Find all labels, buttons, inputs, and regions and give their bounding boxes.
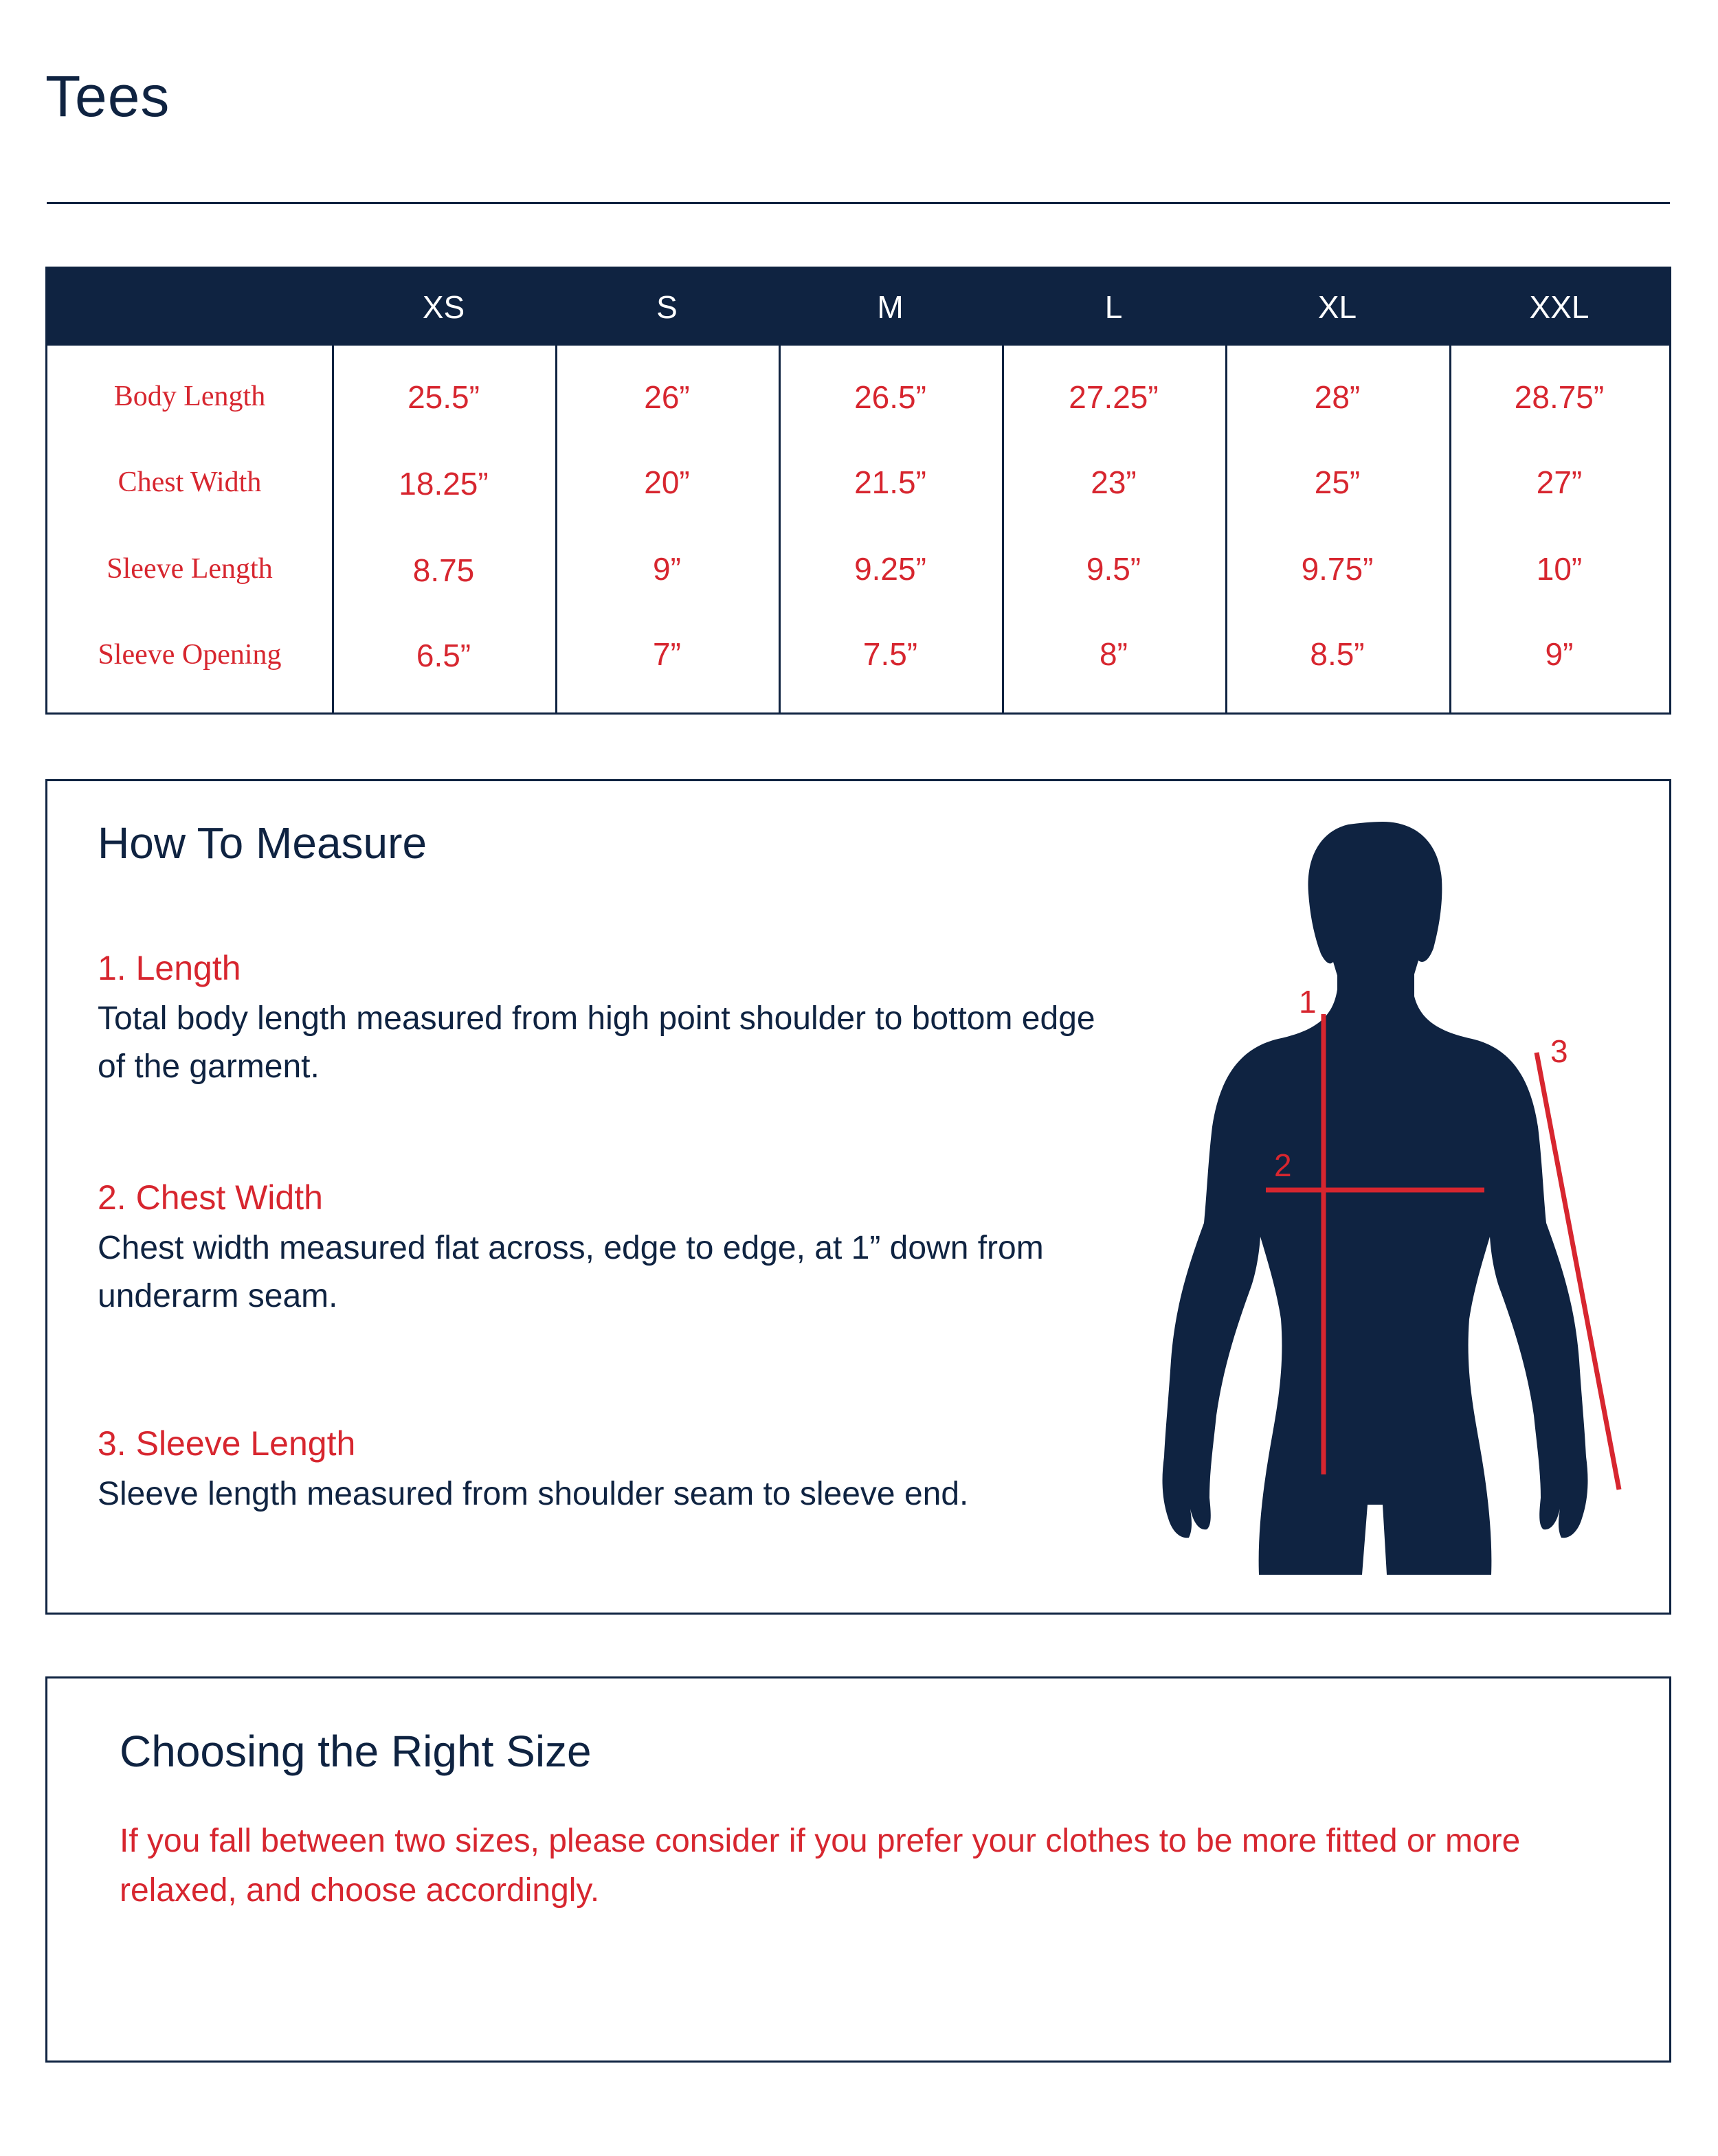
step-heading-length: 1. Length [98,949,241,987]
table-cell: 7” [653,636,681,672]
table-cell: 26” [644,379,690,415]
row-label-body-length: Body Length [113,381,266,412]
table-cell: 7.5” [862,636,918,672]
step-heading-sleeve-length: 3. Sleeve Length [98,1424,356,1463]
table-cell: 25.5” [408,379,480,415]
step-text-chest-width: Chest width measured flat across, edge to edge, at 1” down from underarm seam. [98,1230,1044,1314]
size-header-l: L [1104,289,1123,325]
choosing-size-title: Choosing the Right Size [120,1727,592,1776]
title-divider [47,202,1670,204]
table-cell: 9.5” [1086,551,1141,587]
how-to-measure-title: How To Measure [98,818,427,868]
table-cell: 10” [1536,551,1583,587]
table-cell: 27.25” [1069,379,1159,415]
size-header-m: M [877,289,904,325]
choosing-size-text: If you fall between two sizes, please consider if you prefer your clothes to be more fitted or more relaxed, and choose accordingly. [120,1823,1521,1909]
page-title: Tees [45,64,170,128]
step-heading-chest-width: 2. Chest Width [98,1178,323,1217]
size-header-xs: XS [422,289,465,325]
table-cell: 8.5” [1310,636,1365,672]
table-cell: 9” [1545,636,1574,672]
table-cell: 21.5” [854,464,926,500]
table-cell: 27” [1536,464,1583,500]
table-cell: 9.25” [854,551,926,587]
table-cell: 8.75 [412,552,475,588]
table-cell: 20” [644,464,690,500]
table-cell: 28” [1314,379,1361,415]
table-header [47,269,1669,346]
silhouette [1163,822,1588,1575]
table-cell: 9” [653,551,681,587]
table-cell: 25” [1314,464,1361,500]
size-header-s: S [656,289,678,325]
table-cell: 23” [1091,464,1137,500]
body-silhouette-figure [1127,811,1649,1587]
table-cell: 18.25” [399,466,489,502]
table-cell: 8” [1100,636,1128,672]
figure-label-2: 2 [1274,1147,1292,1183]
figure-label-1: 1 [1299,984,1317,1020]
figure-label-3: 3 [1550,1033,1568,1069]
step-text-length: Total body length measured from high point shoulder to bottom edge of the garment. [98,1000,1095,1085]
row-label-sleeve-opening: Sleeve Opening [98,639,282,671]
size-chart-table [45,267,1671,715]
table-cell: 28.75” [1514,379,1605,415]
table-cell: 26.5” [854,379,926,415]
row-label-chest-width: Chest Width [118,467,262,498]
table-cell: 9.75” [1301,551,1374,587]
size-header-xl: XL [1317,289,1357,325]
table-cell: 6.5” [416,638,471,673]
size-header-xxl: XXL [1529,289,1589,325]
row-label-sleeve-length: Sleeve Length [107,553,273,585]
step-text-sleeve-length: Sleeve length measured from shoulder seam to sleeve end. [98,1476,969,1512]
